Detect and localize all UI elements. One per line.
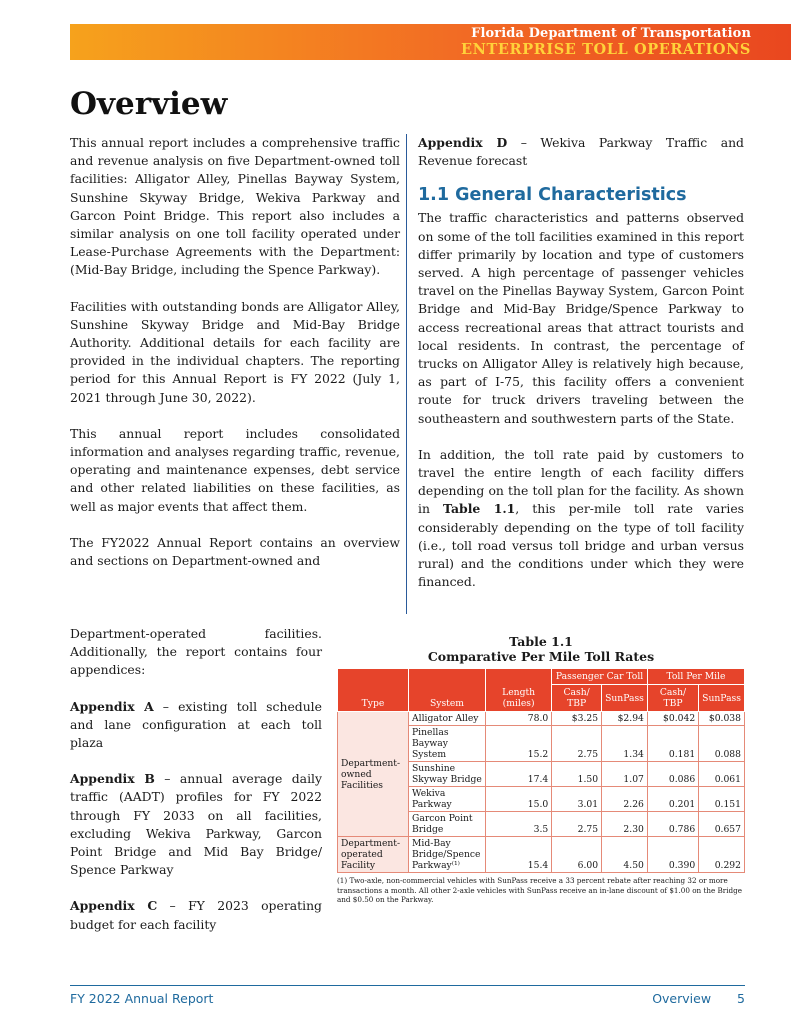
col-header-passenger-toll: Passenger Car Toll: [552, 669, 648, 685]
toll-rates-table-block: [337, 634, 745, 905]
sunpass-per-mile-cell: 0.292: [699, 837, 745, 873]
sunpass-per-mile-cell: 0.088: [699, 726, 745, 762]
cash-cell: 1.50: [552, 762, 602, 787]
appendix-d: [418, 134, 744, 170]
left-column-narrow: [70, 625, 322, 952]
table-number: Table 1.1: [509, 634, 573, 649]
report-contents-continued: Department-operated facilities. Additionally, the report contains four appendices:: [70, 626, 322, 678]
bonds-paragraph: Facilities with outstanding bonds are Alligator Alley, Sunshine Skyway Bridge and Mid-Bay Bridge Authority. Additional details for each facility are provided in the individual chapters. The reporting period for this Annual Report is FY 2022 (July 1, 2021 through June 30, 2022).: [70, 298, 400, 405]
system-cell: Alligator Alley: [409, 712, 486, 726]
toll-rate-paragraph: [418, 446, 744, 592]
sunpass-cell: 4.50: [602, 837, 648, 873]
appendix-d-text: – Wekiva Parkway Traffic and Revenue forecast: [418, 135, 744, 169]
col-header-cash-per-mile: Cash/ TBP: [647, 685, 698, 712]
appendix-b-text: – annual average daily traffic (AADT) profiles for FY 2022 through FY 2033 on all facilities, excluding Wekiva Parkway, Garcon Point Bridge and Mid Bay Bridge/ Spence Parkway: [70, 771, 322, 878]
sunpass-cell: 1.34: [602, 726, 648, 762]
appendix-a-text: – existing toll schedule and lane configuration at each toll plaza: [70, 698, 322, 751]
col-header-length: Length (miles): [486, 669, 552, 712]
system-cell: Wekiva Parkway: [409, 787, 486, 812]
cash-per-mile-cell: 0.201: [647, 787, 698, 812]
left-column: [70, 134, 400, 570]
header-banner: [70, 24, 791, 60]
cash-cell: 6.00: [552, 837, 602, 873]
system-cell: Garcon Point Bridge: [409, 812, 486, 837]
sunpass-cell: 1.07: [602, 762, 648, 787]
page-title: Overview: [70, 86, 228, 122]
system-cell: Sunshine Skyway Bridge: [409, 762, 486, 787]
intro-paragraph: This annual report includes a comprehensive traffic and revenue analysis on five Department-owned toll facilities: Alligator Alley, Pinellas Bayway System, Sunshine Skyway Bridge, Wekiva Parkway and Garcon Point Bridge. This report also includes a similar analysis on one toll facility operated under Lease-Purchase Agreements with the Department: (Mid-Bay Bridge, including the Spence Parkway).: [70, 135, 400, 278]
length-cell: 15.4: [486, 837, 552, 873]
cash-cell: $3.25: [552, 712, 602, 726]
sunpass-cell: 2.30: [602, 812, 648, 837]
sunpass-per-mile-cell: 0.657: [699, 812, 745, 837]
toll-rate-text-b: , this per-mile toll rate varies considerably depending on the type of toll facility (i.e., toll road versus toll bridge and urban versus rural) and the conditions under which they were financed.: [418, 501, 745, 590]
right-column: [418, 134, 744, 609]
cash-per-mile-cell: 0.086: [647, 762, 698, 787]
length-cell: 17.4: [486, 762, 552, 787]
appendix-b-label: Appendix B: [70, 771, 155, 787]
org-name: Florida Department of Transportation: [471, 26, 751, 41]
length-cell: 3.5: [486, 812, 552, 837]
col-header-sunpass-toll: SunPass: [602, 685, 648, 712]
type-cell-owned: Department-owned Facilities: [338, 712, 409, 837]
sunpass-per-mile-cell: $0.038: [699, 712, 745, 726]
page-number: 5: [737, 991, 745, 1006]
appendix-b: [70, 770, 322, 879]
column-divider: [406, 134, 407, 614]
report-contents-paragraph: The FY2022 Annual Report contains an overview and sections on Department-owned and: [70, 534, 400, 569]
table-row: [338, 837, 745, 873]
col-header-cash-toll: Cash/ TBP: [552, 685, 602, 712]
characteristics-paragraph: The traffic characteristics and patterns observed on some of the toll facilities examined in this report differ primarily by location and type of customers served. A high percentage of passenger vehicles travel on the Pinellas Bayway System, Garcon Point Bridge and Mid-Bay Bridge/Spence Parkway to access recreational areas that attract tourists and local residents. In contrast, the percentage of trucks on Alligator Alley is relatively high because, as part of I-75, this facility offers a convenient route for truck drivers traveling between the southeastern and southwestern parts of the State.: [418, 210, 744, 426]
cash-cell: 2.75: [552, 726, 602, 762]
system-cell: Mid-Bay Bridge/Spence Parkway⁽¹⁾: [409, 837, 486, 873]
sunpass-cell: 2.26: [602, 787, 648, 812]
footer-right: [652, 991, 745, 1006]
cash-per-mile-cell: $0.042: [647, 712, 698, 726]
appendix-a-label: Appendix A: [70, 698, 154, 714]
type-cell-operated: Department-operated Facility: [338, 837, 409, 873]
section-heading: 1.1 General Characteristics: [418, 185, 687, 206]
col-header-sunpass-per-mile: SunPass: [699, 685, 745, 712]
appendix-c-label: Appendix C: [70, 898, 158, 914]
cash-per-mile-cell: 0.390: [647, 837, 698, 873]
cash-per-mile-cell: 0.181: [647, 726, 698, 762]
toll-rates-table: [337, 668, 745, 873]
cash-per-mile-cell: 0.786: [647, 812, 698, 837]
length-cell: 15.0: [486, 787, 552, 812]
cash-cell: 2.75: [552, 812, 602, 837]
length-cell: 15.2: [486, 726, 552, 762]
toll-rate-text-a: In addition, the toll rate paid by customers to travel the entire length of each facility differs depending on the toll plan for the facility. As shown in: [418, 446, 744, 517]
table-row: [338, 712, 745, 726]
footer-rule: [70, 985, 745, 986]
length-cell: 78.0: [486, 712, 552, 726]
table-reference: Table 1.1: [442, 501, 516, 517]
cash-cell: 3.01: [552, 787, 602, 812]
appendix-a: [70, 698, 322, 753]
appendix-d-label: Appendix D: [418, 135, 508, 150]
division-name: ENTERPRISE TOLL OPERATIONS: [461, 41, 751, 58]
table-footnote: (1) Two-axle, non-commercial vehicles with SunPass receive a 33 percent rebate after reaching 32 or more transactions a month. All other 2-axle vehicles with SunPass receive an in-lane discount of $1.00 on the Bridge and $0.50 on the Parkway.: [337, 876, 742, 904]
col-header-system: System: [409, 669, 486, 712]
system-cell: Pinellas Bayway System: [409, 726, 486, 762]
appendix-c: [70, 897, 322, 933]
sunpass-per-mile-cell: 0.151: [699, 787, 745, 812]
consolidated-paragraph: This annual report includes consolidated information and analyses regarding traffic, revenue, operating and maintenance expenses, debt service and other related liabilities on these facilities, as well as major events that affect them.: [70, 425, 400, 514]
sunpass-cell: $2.94: [602, 712, 648, 726]
col-header-type: Type: [338, 669, 409, 712]
footer-report-name: FY 2022 Annual Report: [70, 991, 214, 1006]
appendix-c-text: – FY 2023 operating budget for each facility: [70, 898, 322, 932]
col-header-toll-per-mile: Toll Per Mile: [647, 669, 744, 685]
table-title: Comparative Per Mile Toll Rates: [427, 649, 655, 664]
sunpass-per-mile-cell: 0.061: [699, 762, 745, 787]
footer-section: Overview: [652, 991, 712, 1006]
